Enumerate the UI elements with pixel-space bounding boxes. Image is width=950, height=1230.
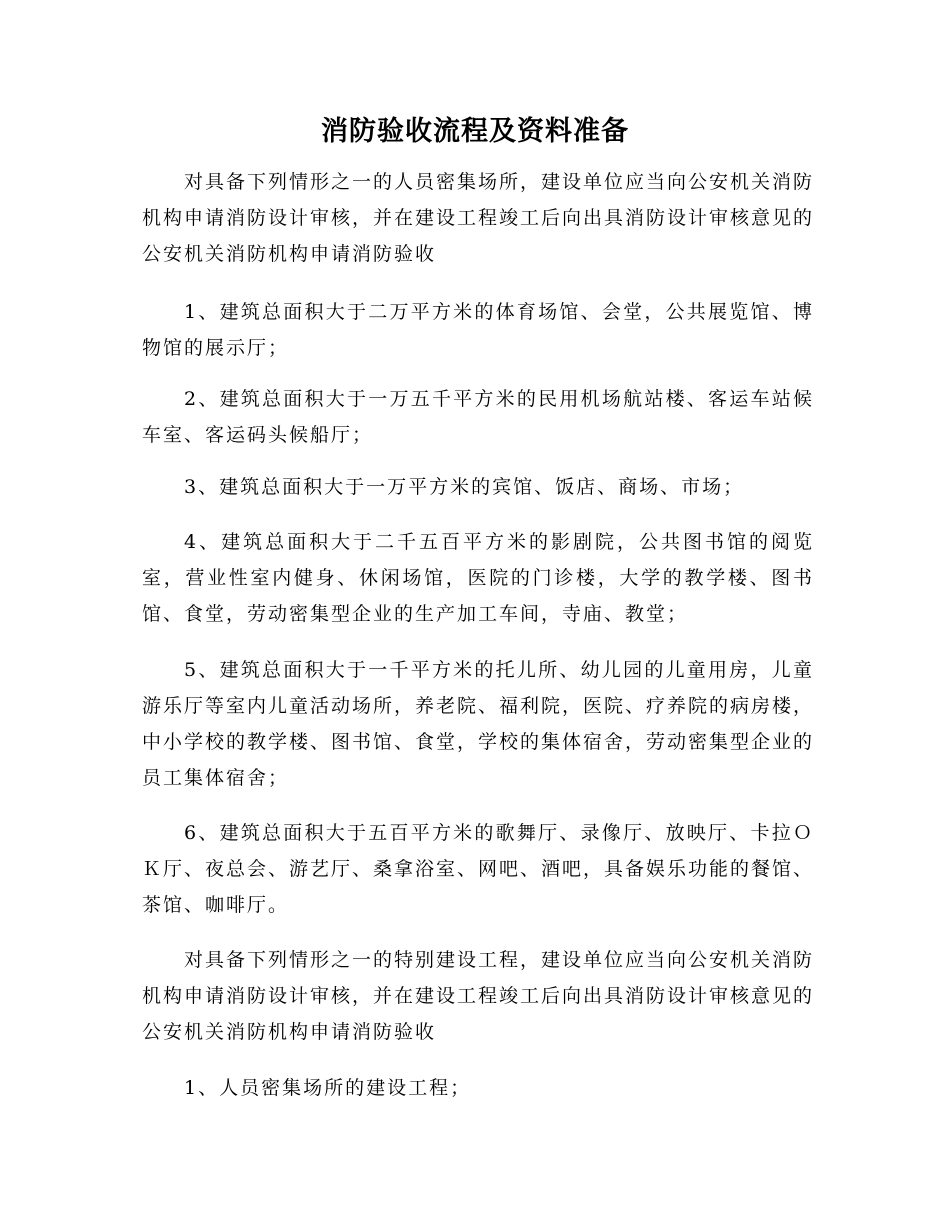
list-item: 6、建筑总面积大于五百平方米的歌舞厅、录像厅、放映厅、卡拉ＯＫ厅、夜总会、游艺厅、桑拿浴室、网吧、酒吧，具备娱乐功能的餐馆、茶馆、咖啡厅。 [142,822,815,916]
list-item: 2、建筑总面积大于一万五千平方米的民用机场航站楼、客运车站候车室、客运码头候船厅； [142,388,814,446]
document-title: 消防验收流程及资料准备 [321,116,629,147]
section-paragraph: 对具备下列情形之一的特别建设工程，建设单位应当向公安机关消防机构申请消防设计审核，并在建设工程竣工后向出具消防设计审核意见的公安机关消防机构申请消防验收 [142,949,815,1043]
intro-paragraph: 对具备下列情形之一的人员密集场所，建设单位应当向公安机关消防机构申请消防设计审核，并在建设工程竣工后向出具消防设计审核意见的公安机关消防机构申请消防验收 [142,171,815,265]
list-item: 5、建筑总面积大于一千平方米的托儿所、幼儿园的儿童用房，儿童游乐厅等室内儿童活动场所，养老院、福利院，医院、疗养院的病房楼，中小学校的教学楼、图书馆、食堂，学校的集体宿舍，劳动密集型企业的员工集体宿舍； [142,659,815,789]
list-item: 4、建筑总面积大于二千五百平方米的影剧院，公共图书馆的阅览室，营业性室内健身、休闲场馆，医院的门诊楼，大学的教学楼、图书馆、食堂，劳动密集型企业的生产加工车间，寺庙、教堂； [142,531,814,625]
list-item: 1、人员密集场所的建设工程； [184,1077,472,1099]
list-item: 1、建筑总面积大于二万平方米的体育场馆、会堂，公共展览馆、博物馆的展示厅； [142,301,814,359]
list-item: 3、建筑总面积大于一万平方米的宾馆、饭店、商场、市场； [184,476,745,498]
